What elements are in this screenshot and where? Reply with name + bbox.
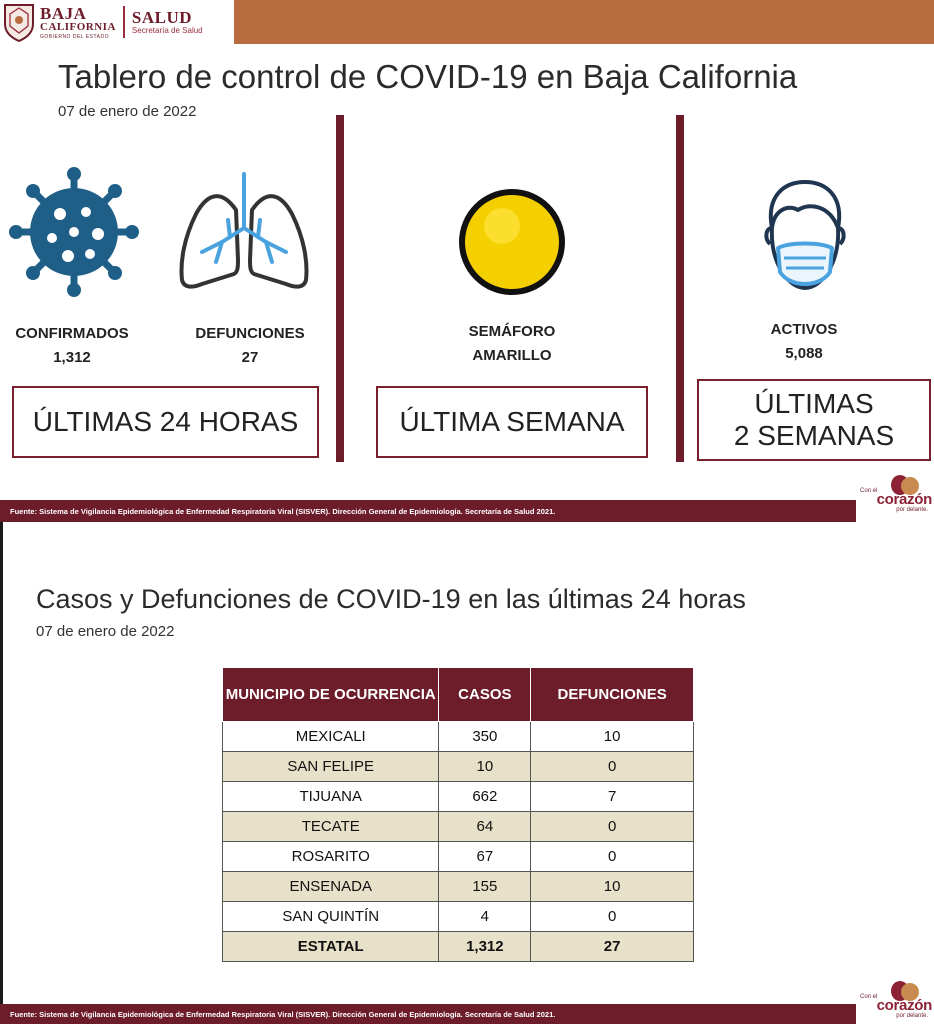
masked-person-icon xyxy=(760,176,850,298)
lungs-icon xyxy=(178,170,310,292)
top-header xyxy=(0,0,934,44)
page-title: Tablero de control de COVID-19 en Baja California xyxy=(58,58,798,95)
activos-label: ACTIVOS xyxy=(770,321,838,338)
cell-municipio: ENSENADA xyxy=(223,872,439,902)
header-casos: CASOS xyxy=(439,668,531,722)
table-row xyxy=(223,722,694,752)
semaforo-label: SEMÁFORO xyxy=(468,323,556,340)
confirmados-stat xyxy=(4,322,140,370)
org-subtitle: GOBIERNO DEL ESTADO xyxy=(40,33,109,40)
cell-municipio: TECATE xyxy=(223,812,439,842)
defunciones-label: DEFUNCIONES xyxy=(195,325,305,342)
corazon-brand-logo-2 xyxy=(860,980,932,1020)
cell-casos: 10 xyxy=(439,752,531,782)
cell-defunciones: 0 xyxy=(531,902,694,932)
brand-con: Con el xyxy=(860,994,878,1000)
cell-defunciones: 0 xyxy=(531,752,694,782)
activos-stat xyxy=(734,318,874,366)
semaforo-stat xyxy=(440,320,584,368)
page-date: 07 de enero de 2022 xyxy=(58,103,197,120)
municipio-table xyxy=(222,667,694,962)
slide-left-edge xyxy=(0,522,3,1024)
cell-defunciones: 0 xyxy=(531,842,694,872)
corazon-brand-logo xyxy=(860,474,932,514)
cell-municipio: SAN QUINTÍN xyxy=(223,902,439,932)
header-defunciones: DEFUNCIONES xyxy=(531,668,694,722)
table-row xyxy=(223,842,694,872)
brand-del: por delante. xyxy=(896,1013,928,1019)
box-2semanas-line1: ÚLTIMAS xyxy=(754,387,874,419)
virus-icon xyxy=(8,166,140,298)
cell-defunciones: 0 xyxy=(531,812,694,842)
cell-defunciones: 10 xyxy=(531,872,694,902)
state-shield-icon xyxy=(2,2,36,42)
table-total-row xyxy=(223,932,694,962)
salud-subtitle: Secretaría de Salud xyxy=(131,26,203,35)
salud-title: SALUD xyxy=(131,8,193,27)
table-row xyxy=(223,902,694,932)
defunciones-stat xyxy=(180,322,320,370)
cell-municipio: TIJUANA xyxy=(223,782,439,812)
confirmados-value: 1,312 xyxy=(53,349,91,366)
org-title-2: CALIFORNIA xyxy=(40,20,116,33)
activos-value: 5,088 xyxy=(785,345,823,362)
brand-con: Con el xyxy=(860,488,878,494)
cell-casos: 1,312 xyxy=(439,932,531,962)
cell-casos: 662 xyxy=(439,782,531,812)
government-logo xyxy=(0,0,234,44)
table-slide-title: Casos y Defunciones de COVID-19 en las últimas 24 horas xyxy=(36,584,746,614)
logo-divider xyxy=(123,6,125,38)
cell-municipio: SAN FELIPE xyxy=(223,752,439,782)
defunciones-value: 27 xyxy=(241,349,259,366)
brand-word: corazón xyxy=(876,997,932,1014)
cell-defunciones: 7 xyxy=(531,782,694,812)
box-ultimas-2-semanas xyxy=(697,379,931,461)
cell-defunciones: 10 xyxy=(531,722,694,752)
cell-municipio: ESTATAL xyxy=(223,932,439,962)
header-color-bar xyxy=(234,0,934,44)
box-ultimas-24-horas: ÚLTIMAS 24 HORAS xyxy=(12,386,319,458)
confirmados-label: CONFIRMADOS xyxy=(15,325,129,342)
column-divider-1 xyxy=(336,115,344,462)
table-row xyxy=(223,872,694,902)
source-footer: Fuente: Sistema de Vigilancia Epidemiológica de Enfermedad Respiratoria Viral (SISVER). Dirección General de Epidemiología. Secretaría de Salud 2021. xyxy=(0,500,856,522)
slide-separator xyxy=(0,522,934,562)
header-municipio: MUNICIPIO DE OCURRENCIA xyxy=(223,668,439,722)
cell-casos: 350 xyxy=(439,722,531,752)
semaforo-value: AMARILLO xyxy=(472,347,552,364)
cell-defunciones: 27 xyxy=(531,932,694,962)
cell-casos: 67 xyxy=(439,842,531,872)
cell-casos: 64 xyxy=(439,812,531,842)
cell-casos: 4 xyxy=(439,902,531,932)
cell-municipio: ROSARITO xyxy=(223,842,439,872)
cell-casos: 155 xyxy=(439,872,531,902)
source-footer-2: Fuente: Sistema de Vigilancia Epidemiológica de Enfermedad Respiratoria Viral (SISVER). Dirección General de Epidemiología. Secretaría de Salud 2021. xyxy=(0,1004,856,1024)
table-slide-date: 07 de enero de 2022 xyxy=(36,623,175,640)
table-row xyxy=(223,812,694,842)
cell-municipio: MEXICALI xyxy=(223,722,439,752)
column-divider-2 xyxy=(676,115,684,462)
brand-del: por delante. xyxy=(896,507,928,513)
brand-word: corazón xyxy=(876,491,932,508)
table-header-row xyxy=(223,668,694,722)
box-2semanas-line2: 2 SEMANAS xyxy=(733,420,895,451)
org-title-1: BAJA xyxy=(40,3,87,23)
traffic-light-icon xyxy=(456,186,568,298)
box-ultima-semana: ÚLTIMA SEMANA xyxy=(376,386,648,458)
table-row xyxy=(223,782,694,812)
table-row xyxy=(223,752,694,782)
